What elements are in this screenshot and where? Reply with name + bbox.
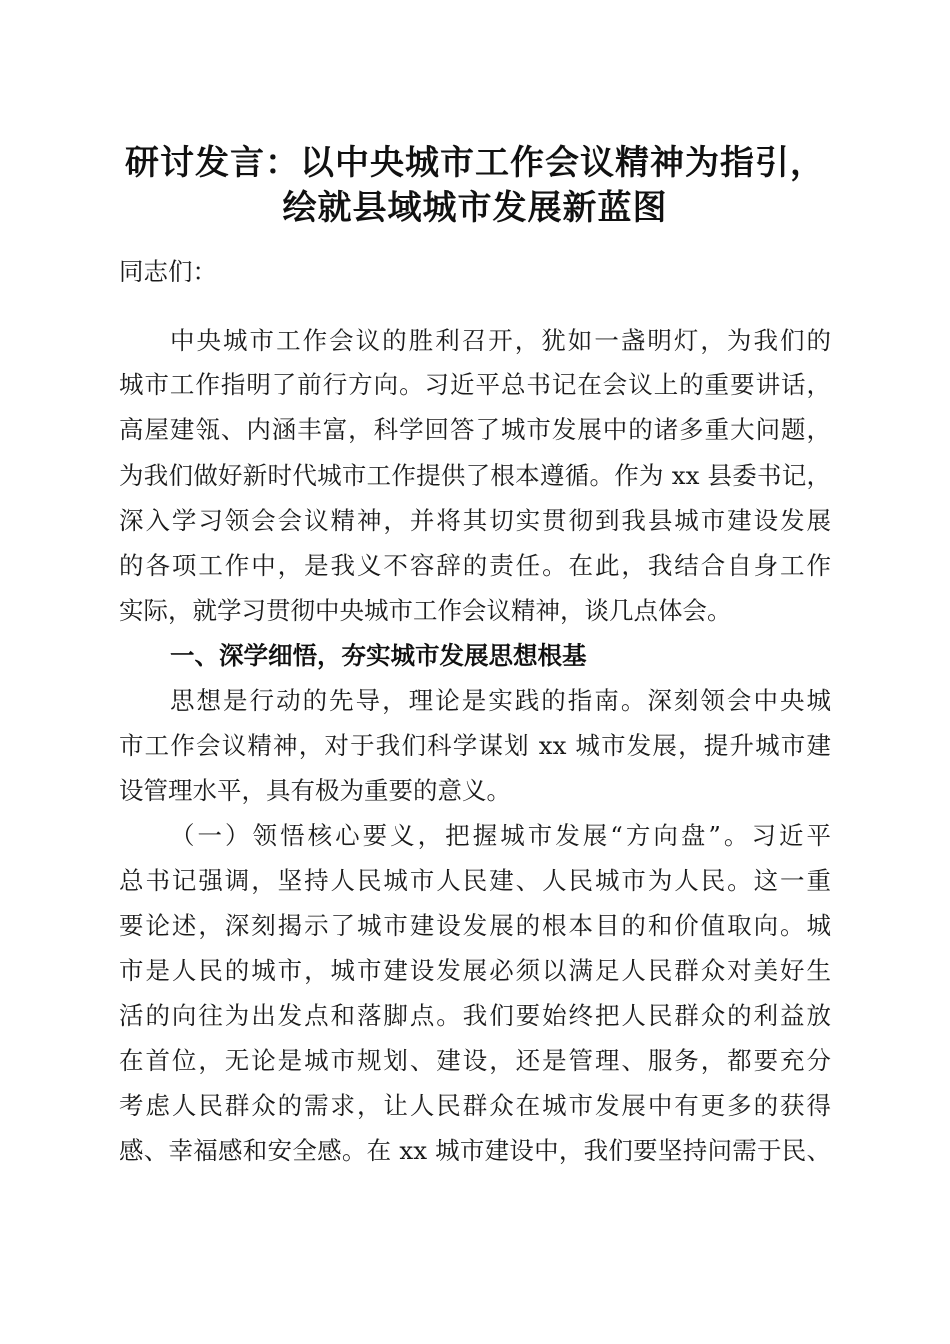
body-line: 中央城市工作会议的胜利召开，犹如一盏明灯，为我们的 — [170, 326, 831, 355]
body-line: 市是人民的城市，城市建设发展必须以满足人民群众对美好生 — [119, 956, 831, 985]
body-line: 高屋建瓴、内涵丰富，科学回答了城市发展中的诸多重大问题， — [119, 415, 831, 444]
body-line: 要论述，深刻揭示了城市建设发展的根本目的和价值取向。城 — [119, 911, 831, 940]
subsection-lead-line: （一）领悟核心要义，把握城市发展“方向盘”。习近平 — [170, 821, 831, 850]
body-line: 感、幸福感和安全感。在 xx 城市建设中，我们要坚持问需于民、 — [119, 1136, 831, 1165]
body-line: 考虑人民群众的需求，让人民群众在城市发展中有更多的获得 — [119, 1091, 831, 1120]
body-line: 思想是行动的先导，理论是实践的指南。深刻领会中央城 — [170, 686, 831, 715]
body-line: 市工作会议精神，对于我们科学谋划 xx 城市发展，提升城市建 — [119, 731, 831, 760]
body-line: 在首位，无论是城市规划、建设，还是管理、服务，都要充分 — [119, 1046, 831, 1075]
document-title-line-2: 绘就县域城市发展新蓝图 — [282, 188, 668, 228]
body-line: 深入学习领会会议精神，并将其切实贯彻到我县城市建设发展 — [119, 506, 831, 535]
body-line: 实际，就学习贯彻中央城市工作会议精神，谈几点体会。 — [119, 596, 732, 625]
salutation: 同志们： — [119, 257, 217, 286]
body-line: 为我们做好新时代城市工作提供了根本遵循。作为 xx 县委书记， — [119, 461, 831, 490]
body-line: 设管理水平，具有极为重要的意义。 — [119, 776, 511, 805]
section-heading: 一、深学细悟，夯实城市发展思想根基 — [170, 641, 587, 670]
body-line: 城市工作指明了前行方向。习近平总书记在会议上的重要讲话， — [119, 370, 831, 399]
body-line: 的各项工作中，是我义不容辞的责任。在此，我结合自身工作 — [119, 551, 831, 580]
body-line: 总书记强调，坚持人民城市人民建、人民城市为人民。这一重 — [119, 866, 831, 895]
body-line: 活的向往为出发点和落脚点。我们要始终把人民群众的利益放 — [119, 1001, 831, 1030]
document-title-line-1: 研讨发言：以中央城市工作会议精神为指引， — [125, 143, 825, 183]
